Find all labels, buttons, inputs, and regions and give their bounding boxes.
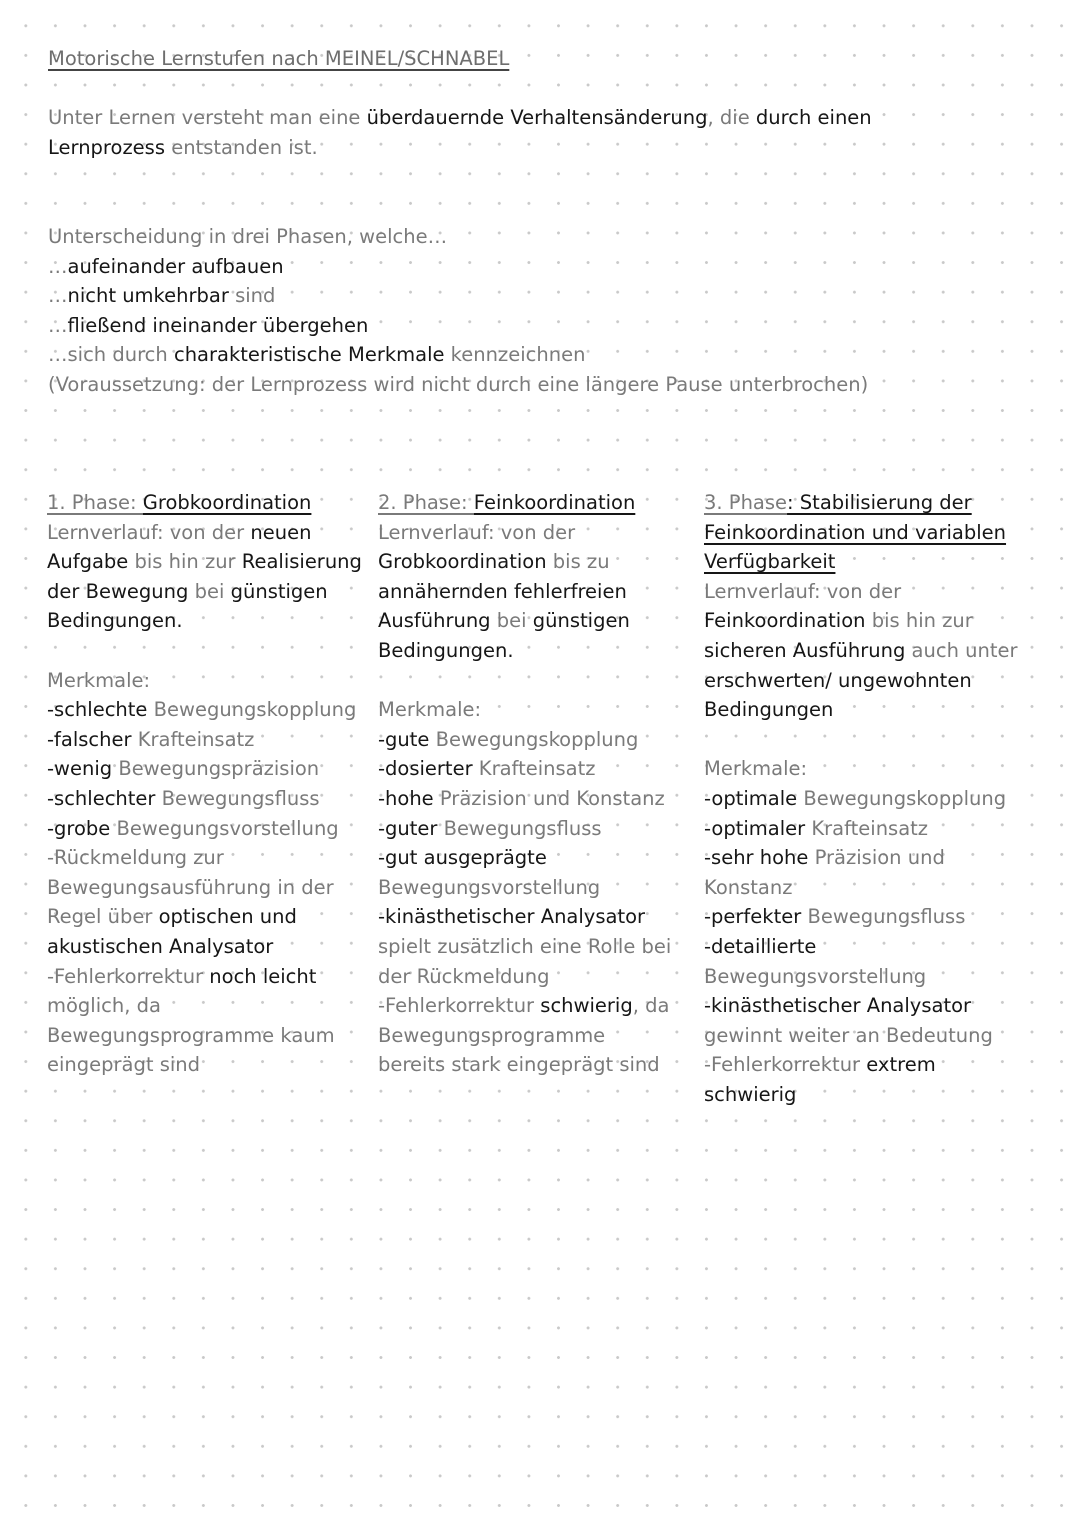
intro-item <box>48 281 948 311</box>
phase-name: Verfügbarkeit <box>704 550 836 574</box>
merkmal: eingeprägt sind <box>47 1053 201 1077</box>
text-line <box>47 577 365 607</box>
phase-name: : Stabilisierung der <box>787 491 972 514</box>
phase-number: 1. Phase: <box>47 491 143 514</box>
merkmal <box>47 962 365 992</box>
key-term: durch einen <box>755 106 872 129</box>
phase-name: Feinkoordination <box>473 491 636 514</box>
key-term: neuen <box>250 520 312 544</box>
key-term: Grobkoordination <box>378 550 547 574</box>
merkmal <box>704 814 1024 844</box>
merkmal <box>704 902 1024 932</box>
text-line <box>704 606 1024 636</box>
text: bis zu <box>546 550 610 574</box>
text-line <box>378 547 678 577</box>
merkmal: Bewegungsprogramme kaum <box>47 1023 335 1047</box>
key-term: -gute <box>378 727 430 751</box>
merkmal: -kinästhetischer Analysator <box>378 905 646 929</box>
phases-intro <box>48 222 948 400</box>
text: Lernverlauf: von der <box>47 520 251 544</box>
merkmal: -Rückmeldung zur <box>47 846 224 870</box>
phase-3-heading-cont <box>704 518 1024 548</box>
phase-2-column <box>378 488 678 1080</box>
merkmal: spielt zusätzlich eine Rolle bei <box>378 934 672 958</box>
text: auch unter <box>905 638 1018 662</box>
key-term: fließend ineinander übergehen <box>67 313 369 337</box>
key-term: Ausführung <box>378 609 491 633</box>
definition-line-2 <box>48 133 908 163</box>
key-term: Realisierung <box>241 550 362 574</box>
merkmal: schwierig <box>704 1082 797 1106</box>
text: , da <box>632 994 670 1018</box>
definition-line-1 <box>48 103 908 133</box>
phase-number: 2. Phase: <box>378 491 474 514</box>
merkmal <box>704 843 1024 873</box>
key-term: -guter <box>378 816 438 840</box>
key-term: -dosierter <box>378 757 473 781</box>
text: sind <box>228 284 276 308</box>
spacer <box>47 636 365 666</box>
key-term: noch leicht <box>209 964 317 988</box>
text: bei <box>490 609 533 633</box>
merkmal: Bewegungsvorstellung <box>704 964 927 988</box>
title-text: Motorische Lernstufen nach MEINEL/SCHNABEL <box>48 47 510 70</box>
key-term: überdauernde Verhaltensänderung <box>366 106 708 129</box>
key-term: der Bewegung <box>47 579 189 603</box>
key-term: -wenig <box>47 757 113 781</box>
merkmal: der Rückmeldung <box>378 964 550 988</box>
key-term: -schlechte <box>47 698 148 722</box>
phase-name: Grobkoordination <box>142 491 312 514</box>
merkmal <box>704 1050 1024 1080</box>
text: bis hin zur <box>128 550 242 574</box>
text: -Fehlerkorrektur <box>378 994 541 1018</box>
intro-item <box>48 340 948 370</box>
text: … <box>48 313 68 337</box>
phase-number: 3. Phase <box>704 491 788 514</box>
key-term: aufeinander aufbauen <box>67 254 284 278</box>
phase-2-heading <box>378 488 678 518</box>
text: Unter Lernen versteht man eine <box>48 106 367 129</box>
merkmal: -gut ausgeprägte <box>378 846 547 870</box>
spacer <box>378 666 678 696</box>
merkmal <box>378 784 678 814</box>
merkmal <box>47 784 365 814</box>
text-line: Bedingungen. <box>47 609 183 633</box>
merkmal: Bewegungsausführung in der <box>47 875 334 899</box>
merkmal <box>378 725 678 755</box>
text: Krafteinsatz <box>805 816 929 840</box>
text: Präzision und Konstanz <box>433 786 665 810</box>
merkmal <box>47 902 365 932</box>
text-line <box>378 606 678 636</box>
phase-name: Feinkoordination und variablen <box>704 520 1007 544</box>
merkmal: gewinnt weiter an Bedeutung <box>704 1023 993 1047</box>
merkmal <box>378 991 678 1021</box>
phase-3-heading-cont <box>704 547 1024 577</box>
spacer <box>704 725 1024 755</box>
key-term: günstigen <box>230 579 328 603</box>
intro-lead: Unterscheidung in drei Phasen, welche… <box>48 225 448 248</box>
phase-1-column <box>47 488 365 1080</box>
text: -Fehlerkorrektur <box>47 964 210 988</box>
text: …sich durch <box>48 343 174 367</box>
text: … <box>48 254 68 278</box>
merkmal <box>47 754 365 784</box>
key-term: -hohe <box>378 786 434 810</box>
intro-note: (Voraussetzung: der Lernprozess wird nicht durch eine längere Pause unterbrochen) <box>48 372 869 396</box>
key-term: -schlechter <box>47 786 156 810</box>
key-term: Lernprozess <box>48 135 165 159</box>
text: Bewegungspräzision <box>112 757 320 781</box>
merkmal: Konstanz <box>704 875 793 899</box>
text: -Fehlerkorrektur <box>704 1053 867 1077</box>
key-term: -optimaler <box>704 816 806 840</box>
merkmal <box>378 754 678 784</box>
merkmale-label: Merkmale: <box>47 668 151 692</box>
text-line: Bedingungen. <box>378 638 514 662</box>
merkmal: -detaillierte <box>704 934 817 958</box>
key-term: sicheren Ausführung <box>704 638 906 662</box>
text: Bewegungskopplung <box>797 786 1007 810</box>
merkmal: Bewegungsprogramme <box>378 1023 606 1047</box>
merkmal <box>47 695 365 725</box>
text-line: Lernverlauf: von der <box>378 520 576 544</box>
text: Krafteinsatz <box>472 757 596 781</box>
merkmal: akustischen Analysator <box>47 934 274 958</box>
key-term: optischen und <box>158 905 297 929</box>
key-term: -falscher <box>47 727 132 751</box>
definition-paragraph <box>48 103 908 162</box>
merkmal: -kinästhetischer Analysator <box>704 994 972 1018</box>
phase-3-column <box>704 488 1024 1109</box>
text: kennzeichnen <box>444 343 586 367</box>
text: Bewegungsfluss <box>155 786 320 810</box>
intro-item <box>48 311 948 341</box>
text-line: Bedingungen <box>704 698 834 722</box>
key-term: Feinkoordination <box>704 609 866 633</box>
text: Regel über <box>47 905 159 929</box>
intro-item <box>48 252 948 282</box>
text: bis hin zur <box>865 609 973 633</box>
key-term: -perfekter <box>704 905 802 929</box>
page-title <box>48 44 509 74</box>
merkmal <box>704 784 1024 814</box>
key-term: charakteristische Merkmale <box>173 343 445 367</box>
key-term: schwierig <box>540 994 633 1018</box>
text: … <box>48 284 68 308</box>
merkmal <box>47 814 365 844</box>
merkmal <box>378 814 678 844</box>
text-line <box>47 518 365 548</box>
text: Krafteinsatz <box>131 727 255 751</box>
key-term: nicht umkehrbar <box>67 284 229 308</box>
merkmale-label: Merkmale: <box>704 757 808 781</box>
text-line: Lernverlauf: von der <box>704 579 902 603</box>
text: Bewegungsvorstellung <box>110 816 339 840</box>
text: bei <box>188 579 231 603</box>
text-line: erschwerten/ ungewohnten <box>704 668 972 692</box>
text: , die <box>707 106 756 129</box>
key-term: -optimale <box>704 786 798 810</box>
text: Präzision und <box>808 846 945 870</box>
text-line: annähernden fehlerfreien <box>378 579 627 603</box>
phase-1-heading <box>47 488 365 518</box>
text: Bewegungskopplung <box>147 698 357 722</box>
merkmal <box>47 725 365 755</box>
text-line <box>704 636 1024 666</box>
merkmal: möglich, da <box>47 994 161 1018</box>
text: Bewegungsfluss <box>801 905 966 929</box>
key-term: extrem <box>866 1053 936 1077</box>
key-term: -sehr hohe <box>704 846 809 870</box>
key-term: -grobe <box>47 816 111 840</box>
phase-3-heading <box>704 488 1024 518</box>
text: Bewegungskopplung <box>429 727 639 751</box>
text-line <box>47 547 365 577</box>
text: entstanden ist. <box>165 135 318 159</box>
key-term: günstigen <box>532 609 630 633</box>
text: Bewegungsfluss <box>437 816 602 840</box>
merkmal: Bewegungsvorstellung <box>378 875 601 899</box>
merkmale-label: Merkmale: <box>378 698 482 722</box>
merkmal: bereits stark eingeprägt sind <box>378 1053 660 1077</box>
key-term: Aufgabe <box>47 550 129 574</box>
